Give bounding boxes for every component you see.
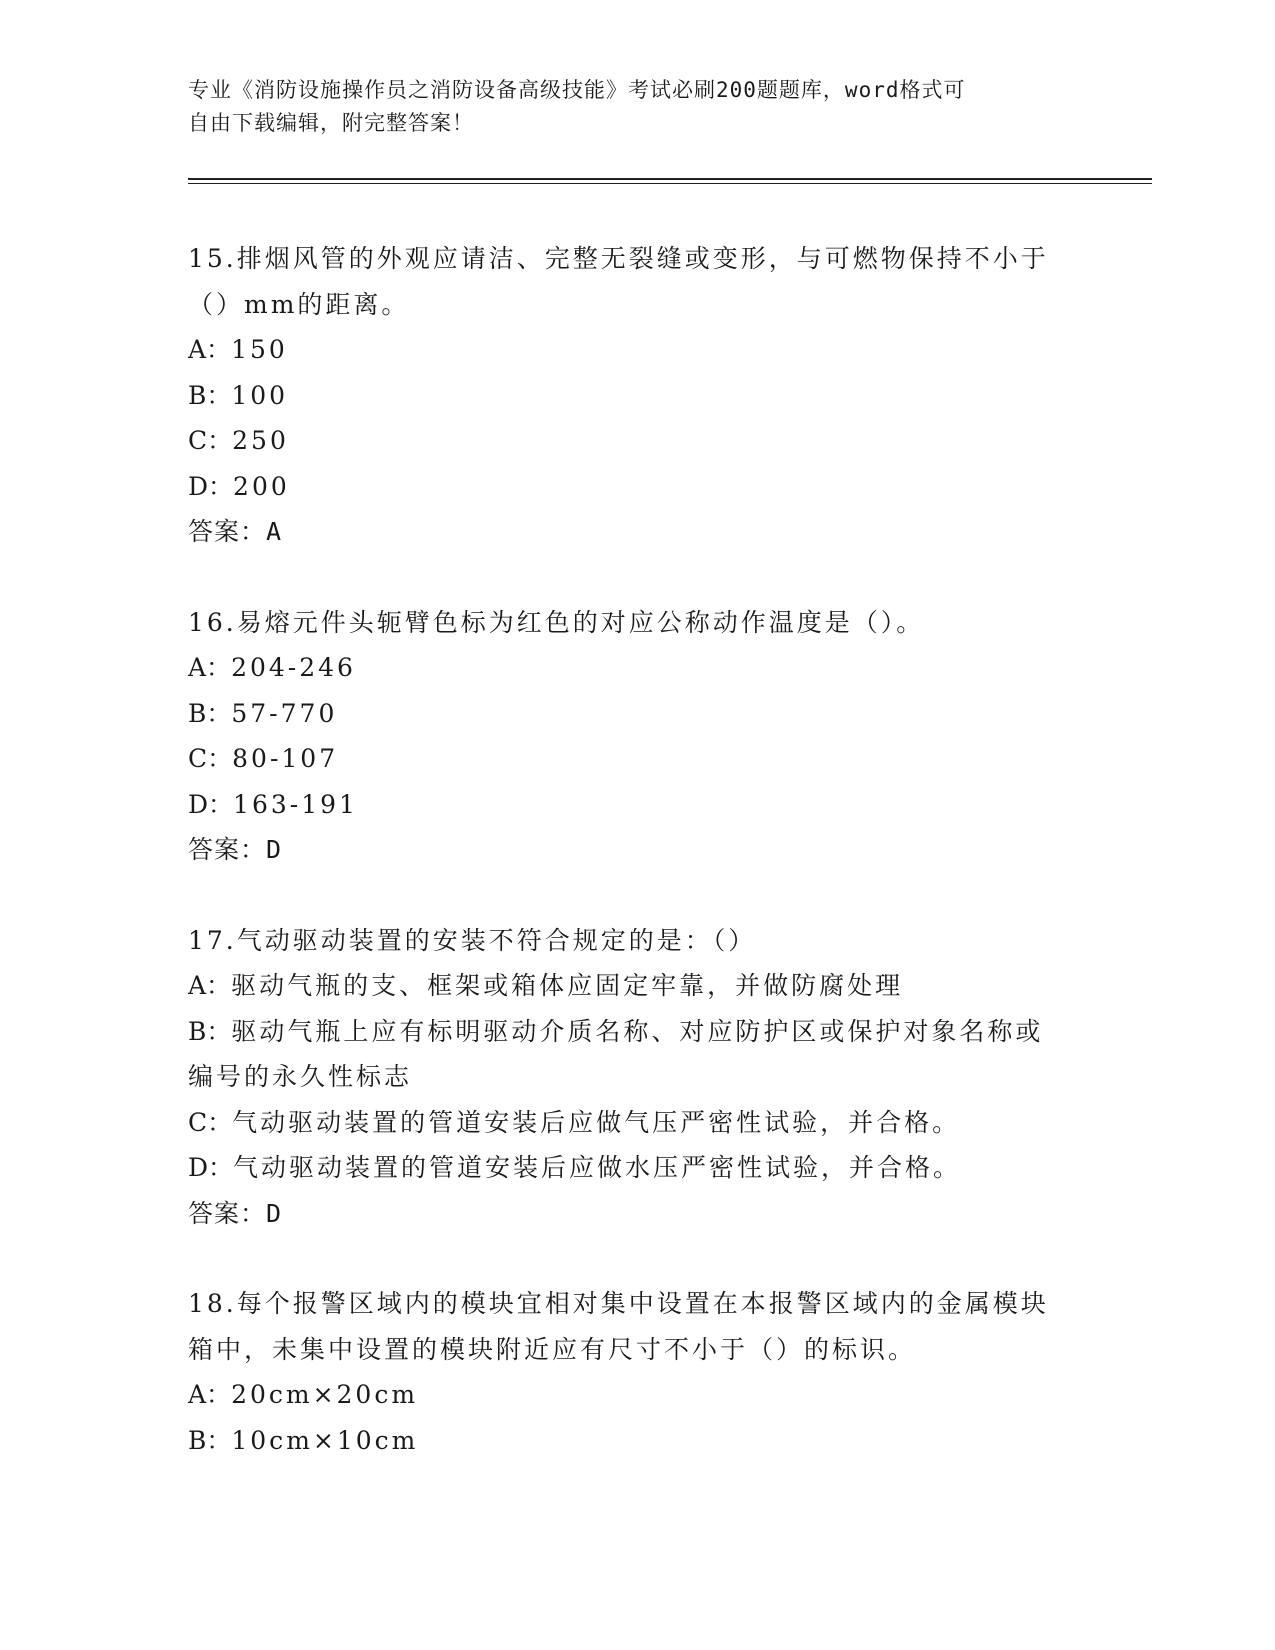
option-text: 80-107	[232, 744, 339, 773]
option-c	[188, 418, 1088, 464]
option-a	[188, 645, 1088, 691]
option-text: 驱动气瓶上应有标明驱动介质名称、对应防护区或保护对象名称或	[231, 1016, 1044, 1046]
question-spacer	[188, 1236, 1088, 1281]
option-text: 20cm×20cm	[231, 1380, 419, 1409]
question-text-line: 15.排烟风管的外观应请洁、完整无裂缝或变形，与可燃物保持不小于	[188, 244, 1049, 273]
option-d	[188, 464, 1088, 510]
option-text: 163-191	[233, 789, 358, 819]
question-spacer	[188, 555, 1088, 600]
option-text: 10cm×10cm	[231, 1425, 419, 1455]
question-15	[188, 236, 1088, 555]
option-a	[188, 327, 1088, 373]
question-text-line: 18.每个报警区域内的模块宜相对集中设置在本报警区域内的金属模块	[188, 1289, 1049, 1318]
option-key: D：	[188, 789, 234, 819]
option-key: A：	[188, 653, 232, 682]
option-key: B：	[188, 698, 232, 728]
option-key: D：	[188, 1153, 234, 1182]
option-text: 100	[231, 380, 289, 410]
option-c	[188, 1100, 1088, 1146]
option-key: B：	[188, 1016, 232, 1046]
answer-line: 答案：A	[188, 517, 283, 546]
question-spacer	[188, 873, 1088, 918]
option-text: 204-246	[231, 653, 356, 682]
document-header	[188, 74, 1088, 140]
option-key: A：	[188, 335, 232, 364]
option-d	[188, 782, 1088, 828]
header-line-2: 自由下载编辑，附完整答案！	[188, 111, 474, 135]
option-key: B：	[188, 380, 232, 410]
option-c	[188, 736, 1088, 782]
option-d	[188, 1145, 1088, 1191]
option-text: 250	[232, 426, 289, 455]
question-list	[188, 236, 1088, 1463]
option-text: 气动驱动装置的管道安装后应做水压严密性试验，并合格。	[233, 1153, 962, 1182]
option-b-continued: 编号的永久性标志	[188, 1062, 413, 1091]
question-18	[188, 1281, 1088, 1463]
option-b	[188, 1009, 1088, 1055]
question-17	[188, 918, 1088, 1237]
option-key: C：	[188, 1107, 233, 1137]
option-b	[188, 1418, 1088, 1464]
option-text: 150	[231, 335, 288, 364]
option-b	[188, 373, 1088, 419]
option-text: 200	[233, 471, 290, 501]
question-text-line: 16.易熔元件头轭臂色标为红色的对应公称动作温度是（）。	[188, 607, 925, 637]
option-key: C：	[188, 744, 233, 773]
option-key: A：	[188, 971, 232, 1000]
header-rule-thin	[188, 183, 1152, 184]
option-a	[188, 1372, 1088, 1418]
question-text-line: 箱中，未集中设置的模块附近应有尺寸不小于（）的标识。	[188, 1334, 917, 1364]
option-key: B：	[188, 1425, 232, 1455]
header-line-1: 专业《消防设施操作员之消防设备高级技能》考试必刷200题题库，word格式可	[188, 78, 966, 102]
option-key: A：	[188, 1380, 232, 1409]
option-b	[188, 691, 1088, 737]
option-key: D：	[188, 471, 234, 501]
answer-line: 答案：D	[188, 1198, 283, 1228]
option-text: 驱动气瓶的支、框架或箱体应固定牢靠，并做防腐处理	[231, 971, 904, 1000]
option-text: 57-770	[231, 698, 338, 728]
question-text-line: （）mm的距离。	[188, 289, 410, 319]
answer-line: 答案：D	[188, 835, 283, 864]
question-16	[188, 600, 1088, 873]
option-key: C：	[188, 426, 233, 455]
option-text: 气动驱动装置的管道安装后应做气压严密性试验，并合格。	[232, 1107, 961, 1137]
question-text-line: 17.气动驱动装置的安装不符合规定的是：（）	[188, 925, 757, 955]
header-rule-thick	[188, 178, 1152, 180]
option-a	[188, 963, 1088, 1009]
